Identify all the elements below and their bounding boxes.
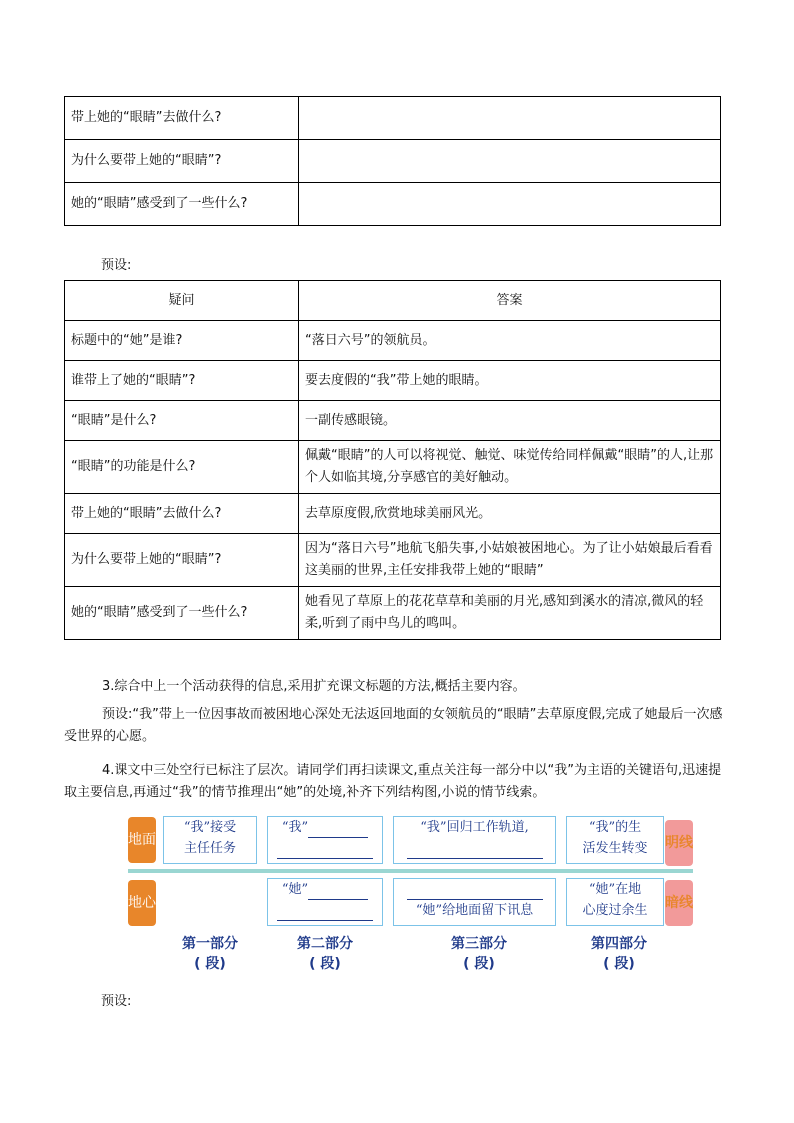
answer-cell: 因为“落日六号”地航飞船失事,小姑娘被困地心。为了让小姑娘最后看看这美丽的世界,主任安排我带上她的“眼睛” <box>299 534 721 587</box>
part-label-2 <box>283 934 367 974</box>
earth-core-label: 地心 <box>128 880 156 926</box>
box-text: “她”在地 <box>588 882 642 897</box>
paragraph-4: 4.课文中三处空行已标注了层次。请同学们再扫读课文,重点关注每一部分中以“我”为主语的关键语句,迅速提取主要信息,再通过“我”的情节推理出“她”的处境,补齐下列结构图,小说的情节线索。 <box>64 763 722 800</box>
top-box-1 <box>163 816 257 864</box>
part-name: 第四部分 <box>591 936 647 952</box>
question-cell: 她的“眼睛”感受到了一些什么? <box>65 587 299 640</box>
top-box-3 <box>393 816 556 864</box>
paragraph-3-preset: 预设:“我”带上一位因事故而被困地心深处无法返回地面的女领航员的“眼睛”去草原度假,完成了她最后一次感受世界的心愿。 <box>64 707 723 744</box>
box-text-part: “她” <box>281 882 309 897</box>
question-cell: 为什么要带上她的“眼睛”? <box>65 140 299 183</box>
table-row <box>65 321 721 361</box>
preset-label: 预设: <box>101 994 132 1009</box>
box-text <box>394 879 555 900</box>
answer-cell: 去草原度假,欣赏地球美丽风光。 <box>299 494 721 534</box>
answer-cell[interactable] <box>299 183 721 226</box>
question-cell: 谁带上了她的“眼睛”? <box>65 361 299 401</box>
answer-cell: 要去度假的“我”带上她的眼睛。 <box>299 361 721 401</box>
table-row <box>65 97 721 140</box>
part-label-4 <box>577 934 661 974</box>
timeline-divider <box>128 869 693 873</box>
answer-cell: 佩戴“眼睛”的人可以将视觉、触觉、味觉传给同样佩戴“眼睛”的人,让那个人如临其境,分享感官的美好触动。 <box>299 441 721 494</box>
answer-cell: 她看见了草原上的花花草草和美丽的月光,感知到溪水的清凉,微风的轻柔,听到了雨中鸟儿的鸣叫。 <box>299 587 721 640</box>
part-name: 第二部分 <box>297 936 353 952</box>
implicit-thread-label: 暗线 <box>665 880 693 926</box>
box-text: 活发生转变 <box>582 841 648 856</box>
box-text: “她”给地面留下讯息 <box>415 903 534 918</box>
table-row <box>65 140 721 183</box>
box-text: “我”的生 <box>588 820 642 835</box>
part-paragraph-range: ( 段) <box>309 956 341 972</box>
part-paragraph-range: ( 段) <box>603 956 635 972</box>
question-cell: “眼睛”的功能是什么? <box>65 441 299 494</box>
table-header-row <box>65 281 721 321</box>
box-text <box>268 900 382 921</box>
question-table-blank <box>64 96 721 226</box>
answer-cell[interactable] <box>299 97 721 140</box>
part-paragraph-range: ( 段) <box>194 956 226 972</box>
table-row <box>65 361 721 401</box>
part-name: 第一部分 <box>182 936 238 952</box>
header-answer: 答案 <box>299 281 721 321</box>
question-cell: 标题中的“她”是谁? <box>65 321 299 361</box>
fill-blank[interactable] <box>308 821 368 838</box>
box-text <box>394 838 555 859</box>
fill-blank[interactable] <box>308 883 368 900</box>
answer-cell: “落日六号”的领航员。 <box>299 321 721 361</box>
top-box-4 <box>566 816 664 864</box>
question-cell: 她的“眼睛”感受到了一些什么? <box>65 183 299 226</box>
bottom-box-1 <box>267 878 383 926</box>
box-text: 主任任务 <box>183 841 236 856</box>
answer-cell: 一副传感眼镜。 <box>299 401 721 441</box>
bottom-box-2 <box>393 878 556 926</box>
part-label-1 <box>168 934 252 974</box>
table-row <box>65 183 721 226</box>
table-row <box>65 441 721 494</box>
header-question: 疑问 <box>65 281 299 321</box>
box-text <box>268 838 382 859</box>
part-paragraph-range: ( 段) <box>463 956 495 972</box>
table-row <box>65 494 721 534</box>
box-text: 心度过余生 <box>582 903 648 918</box>
fill-blank[interactable] <box>277 842 373 859</box>
fill-blank[interactable] <box>407 883 543 900</box>
ground-label: 地面 <box>128 817 156 863</box>
question-answer-table <box>64 280 721 640</box>
part-name: 第三部分 <box>451 936 507 952</box>
top-box-2 <box>267 816 383 864</box>
box-text <box>268 879 382 900</box>
answer-cell[interactable] <box>299 140 721 183</box>
box-text-part: “我” <box>281 820 309 835</box>
question-cell: “眼睛”是什么? <box>65 401 299 441</box>
explicit-thread-label: 明线 <box>665 820 693 866</box>
table-row <box>65 534 721 587</box>
box-text <box>268 817 382 838</box>
bottom-box-3 <box>566 878 664 926</box>
question-cell: 为什么要带上她的“眼睛”? <box>65 534 299 587</box>
part-label-3 <box>437 934 521 974</box>
box-text: “我”回归工作轨道, <box>420 820 529 835</box>
question-cell: 带上她的“眼睛”去做什么? <box>65 494 299 534</box>
fill-blank[interactable] <box>407 842 543 859</box>
fill-blank[interactable] <box>277 904 373 921</box>
table-row <box>65 401 721 441</box>
table-row <box>65 587 721 640</box>
box-text: “我”接受 <box>183 820 237 835</box>
question-cell: 带上她的“眼睛”去做什么? <box>65 97 299 140</box>
paragraph-3: 3.综合中上一个活动获得的信息,采用扩充课文标题的方法,概括主要内容。 <box>102 679 526 694</box>
preset-label: 预设: <box>101 258 132 273</box>
